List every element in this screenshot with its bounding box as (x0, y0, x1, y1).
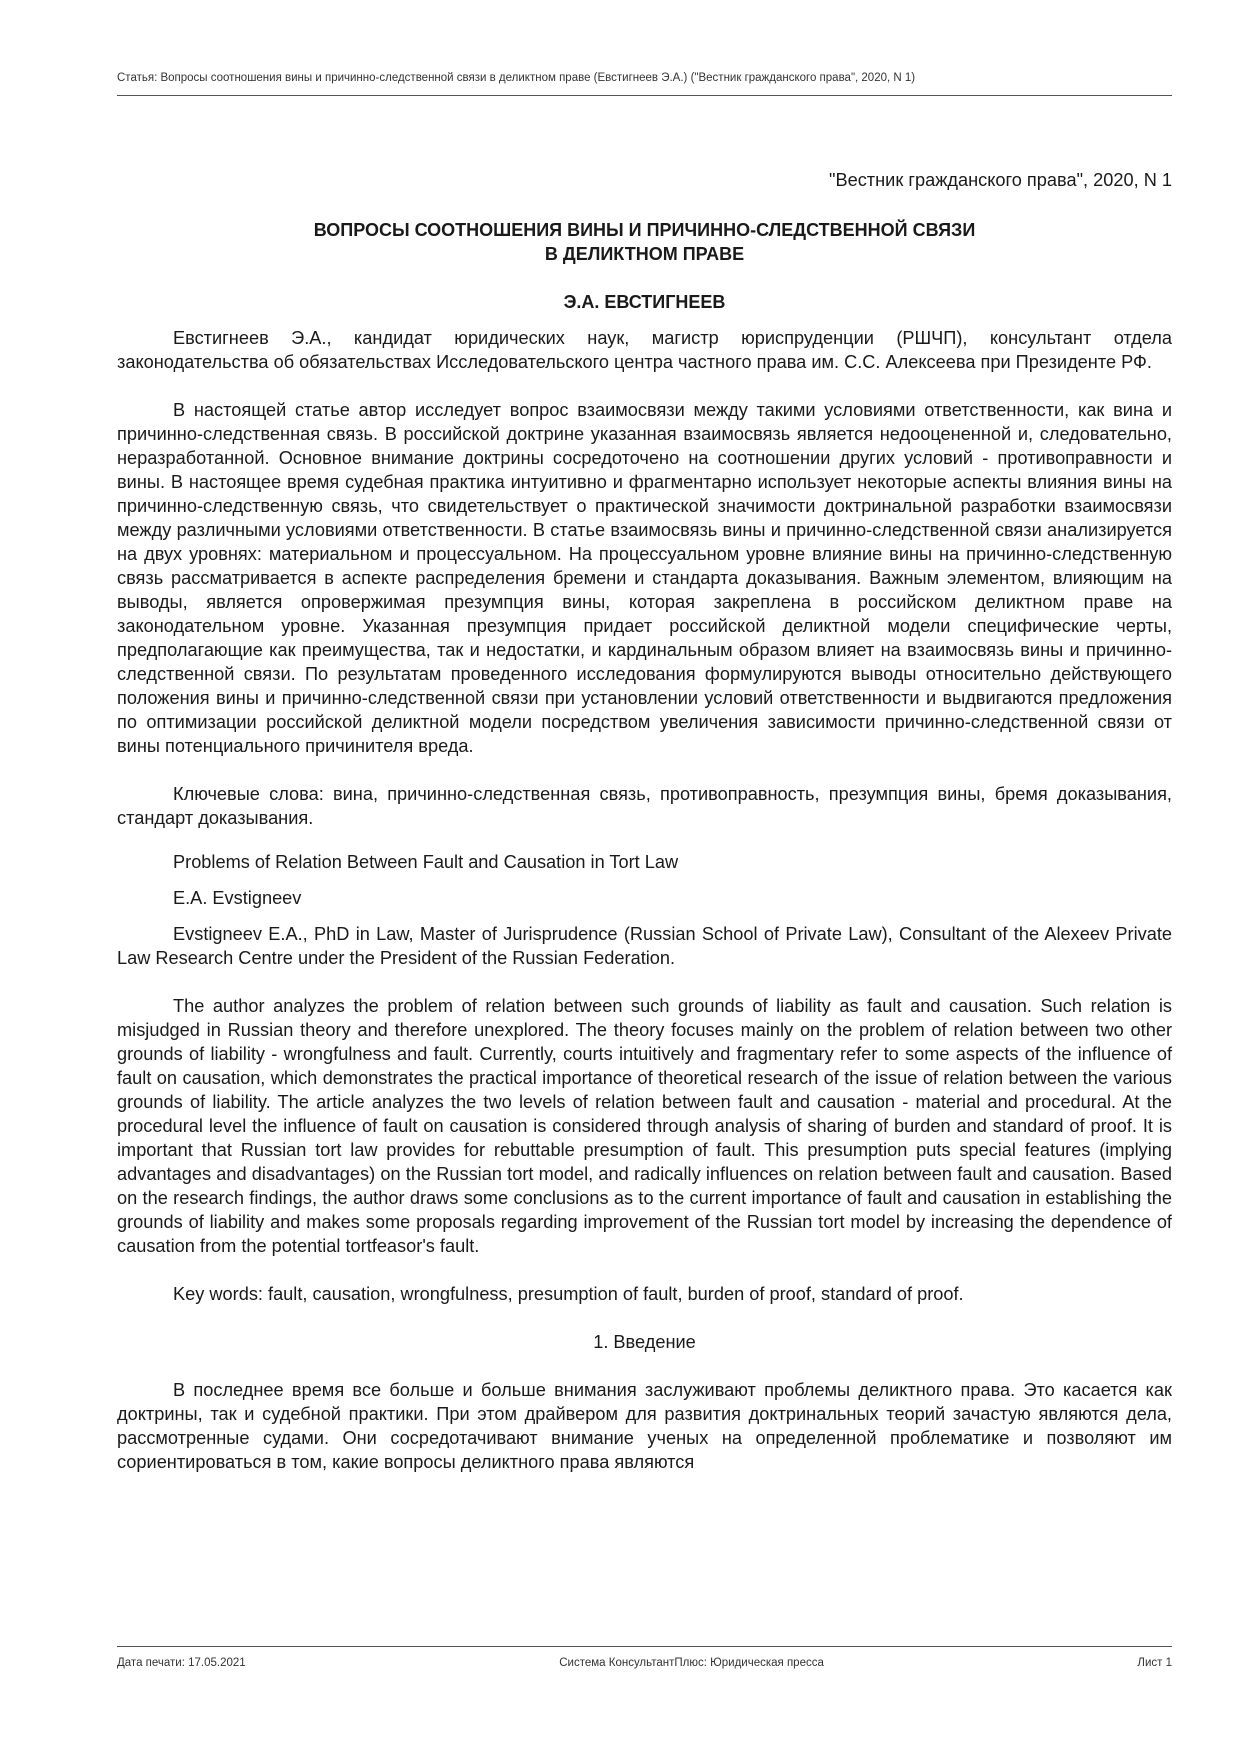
page-footer (117, 1657, 1172, 1669)
system-name: Система КонсультантПлюс: Юридическая пресса (559, 1657, 824, 1669)
article-title (117, 218, 1172, 266)
print-date: Дата печати: 17.05.2021 (117, 1657, 246, 1669)
keywords-en: Key words: fault, causation, wrongfulness, presumption of fault, burden of proof, standard of proof. (173, 1284, 964, 1304)
document-body (117, 168, 1172, 1474)
header-divider (117, 95, 1172, 96)
journal-citation: "Вестник гражданского права", 2020, N 1 (829, 170, 1172, 190)
footer-divider (117, 1646, 1172, 1647)
title-en: Problems of Relation Between Fault and Causation in Tort Law (173, 852, 679, 872)
section-heading: 1. Введение (593, 1332, 696, 1352)
section-paragraph: В последнее время все больше и больше внимания заслуживают проблемы деликтного права. Это касается как доктрины, так и судебной практики. При этом драйвером для развития доктринальных теорий зачастую являются дела, рассмотренные судами. Они сосредотачивают внимание ученых на определенной проблематике и позволяют им сориентироваться в том, какие вопросы деликтного права являются (117, 1380, 1172, 1472)
article-author: Э.А. ЕВСТИГНЕЕВ (563, 292, 726, 312)
author-info-ru: Евстигнеев Э.А., кандидат юридических наук, магистр юриспруденции (РШЧП), консультант отдела законодательства об обязательствах Исследовательского центра частного права им. С.С. Алексеева при Президенте РФ. (117, 328, 1172, 372)
author-en: E.A. Evstigneev (173, 888, 302, 908)
sheet-number: Лист 1 (1137, 1657, 1172, 1669)
running-header: Статья: Вопросы соотношения вины и причинно-следственной связи в деликтном праве (Евстигнеев Э.А.) ("Вестник гражданского права", 2020, N 1) (117, 72, 916, 84)
abstract-en: The author analyzes the problem of relation between such grounds of liability as fault and causation. Such relation is misjudged in Russian theory and therefore unexplored. The theory focuses mainly on the problem of relation between two other grounds of liability - wrongfulness and fault. Currently, courts intuitively and fragmentary refer to some aspects of the influence of fault on causation, which demonstrates the practical importance of theoretical research of the issue of relation between the various grounds of liability. The article analyzes the two levels of relation between fault and causation - material and procedural. At the procedural level the influence of fault on causation is considered through analysis of sharing of burden and standard of proof. It is important that Russian tort law provides for rebuttable presumption of fault. This presumption puts special features (implying advantages and disadvantages) on the Russian tort model, and radically influences on relation between fault and causation. Based on the research findings, the author draws some conclusions as to the current importance of fault and causation in establishing the grounds of liability and makes some proposals regarding improvement of the Russian tort model by increasing the dependence of causation from the potential tortfeasor's fault. (117, 996, 1172, 1256)
abstract-ru: В настоящей статье автор исследует вопрос взаимосвязи между такими условиями ответственности, как вина и причинно-следственная связь. В российской доктрине указанная взаимосвязь является недооцененной и, следовательно, неразработанной. Основное внимание доктрины сосредоточено на соотношении других условий - противоправности и вины. В настоящее время судебная практика интуитивно и фрагментарно использует некоторые аспекты влияния вины на причинно-следственную связь, что свидетельствует о практической значимости доктринальной разработки взаимосвязи между различными условиями ответственности. В статье взаимосвязь вины и причинно-следственной связи анализируется на двух уровнях: материальном и процессуальном. На процессуальном уровне влияние вины на причинно-следственную связь рассматривается в аспекте распределения бремени и стандарта доказывания. Важным элементом, влияющим на выводы, является опровержимая презумпция вины, которая закреплена в российском деликтном праве на законодательном уровне. Указанная презумпция придает российской деликтной модели специфические черты, предполагающие как преимущества, так и недостатки, и кардинальным образом влияет на взаимосвязь вины и причинно-следственной связи. По результатам проведенного исследования формулируются выводы относительно действующего положения вины и причинно-следственной связи при установлении условий ответственности и выдвигаются предложения по оптимизации российской деликтной модели посредством увеличения зависимости причинно-следственной связи от вины потенциального причинителя вреда. (117, 400, 1172, 756)
article-title-line-2: В ДЕЛИКТНОМ ПРАВЕ (544, 244, 745, 264)
keywords-ru: Ключевые слова: вина, причинно-следственная связь, противоправность, презумпция вины, бремя доказывания, стандарт доказывания. (117, 784, 1172, 828)
article-title-line-1: ВОПРОСЫ СООТНОШЕНИЯ ВИНЫ И ПРИЧИННО-СЛЕДСТВЕННОЙ СВЯЗИ (313, 220, 976, 240)
author-info-en: Evstigneev E.A., PhD in Law, Master of Jurisprudence (Russian School of Private Law), Consultant of the Alexeev Private Law Research Centre under the President of the Russian Federation. (117, 924, 1172, 968)
